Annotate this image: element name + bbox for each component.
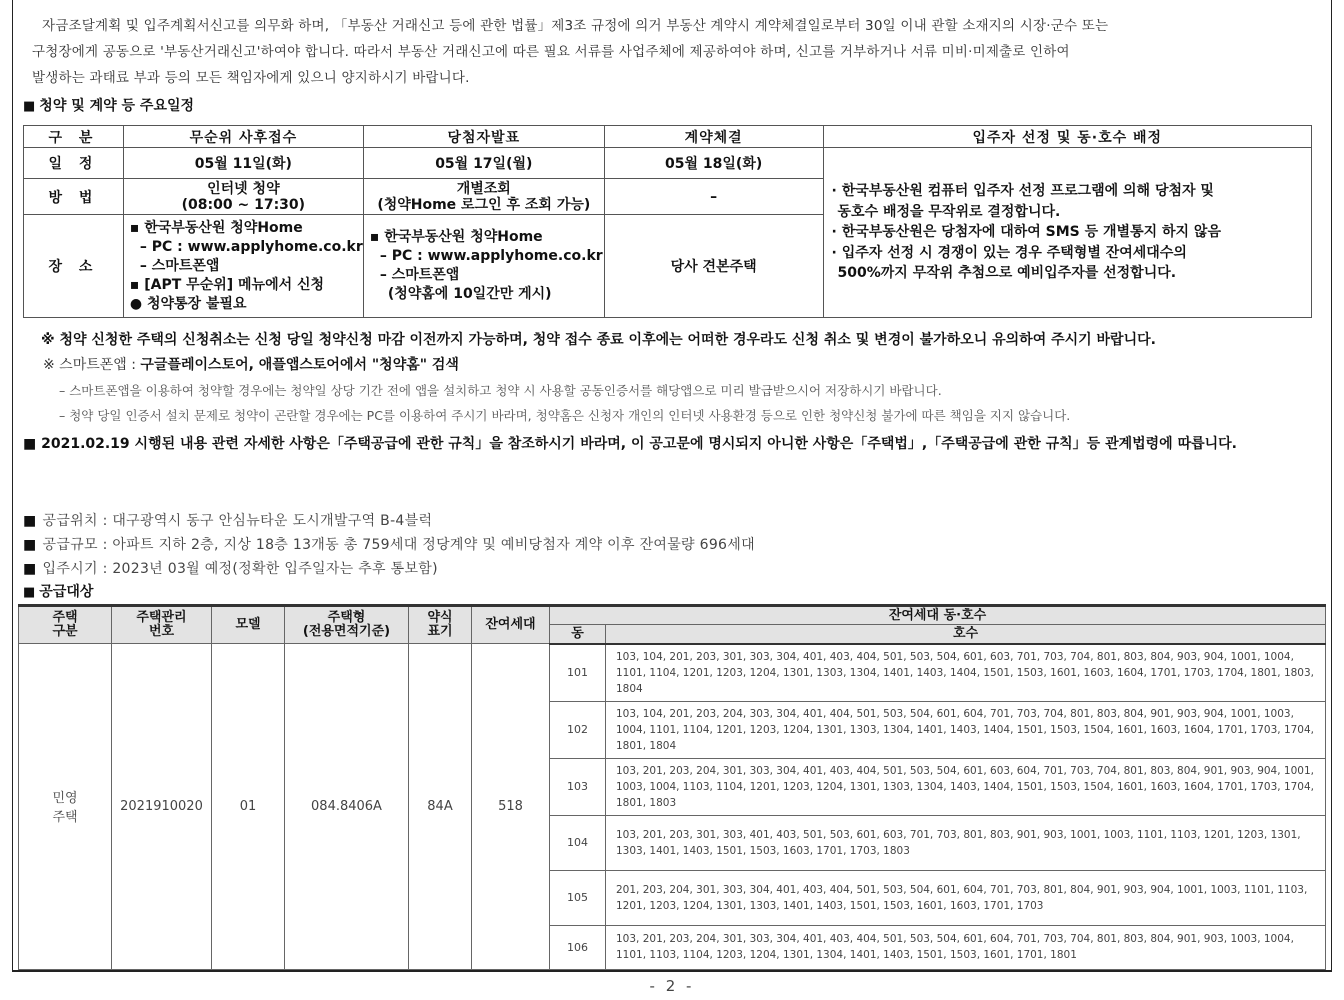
- place-apply: ▪ 한국부동산원 청약Home – PC : www.applyhome.co.kr – 스마트폰앱 ▪ [APT 무순위] 메뉴에서 신청 ● 청약통장 불필요: [123, 215, 363, 318]
- regulation-notice: ■ 2021.02.19 시행된 내용 관련 자세한 사항은「주택공급에 관한 규칙」을 참조하시기 바라며, 이 공고문에 명시되지 아니한 사항은「주택법」,「주택공급에 관한 규칙」등 관계법령에 따릅니다.: [23, 436, 1237, 452]
- intro-line: 발생하는 과태료 부과 등의 모든 책임자에게 있으니 양지하시기 바랍니다.: [32, 70, 470, 86]
- method-announce: 개별조회 (청약Home 로그인 후 조회 가능): [363, 179, 604, 215]
- intro-paragraph: [32, 13, 1330, 91]
- place-contract: 당사 견본주택: [604, 215, 823, 318]
- square-bullet-icon: ■: [23, 561, 37, 577]
- supply-target-heading: ■ 공급대상: [23, 584, 94, 600]
- col-header: 주택관리 번호: [112, 606, 212, 644]
- square-bullet-icon: ■: [23, 513, 37, 529]
- square-bullet-icon: ■: [23, 537, 37, 553]
- dong-number: 105: [550, 870, 606, 925]
- unit-numbers: 103, 201, 203, 204, 301, 303, 304, 401, 403, 404, 501, 503, 504, 601, 603, 604, 701, 703, 704, 801, 803, 804, 901, 903, 904, 1001, 1003, 1004, 1103, 1104, 1201, 1203, 1204, 1301, 1303, 1304, 1403, 1404, 1501, 1503, 1504, 1601, 1603, 1604, 1701, 1703, 1704, 1801, 1803: [606, 758, 1326, 815]
- row-label: 방 법: [24, 179, 124, 215]
- col-header: 잔여세대: [472, 606, 550, 644]
- pc-notice: – 청약 당일 인증서 설치 문제로 청약이 곤란할 경우에는 PC를 이용하여 주시기 바라며, 청약홈은 신청자 개인의 인터넷 사용환경 등으로 인한 청약신청 불가에 따른 책임을 지지 않습니다.: [59, 408, 1071, 423]
- model: 01: [212, 644, 285, 970]
- unit-numbers: 103, 201, 203, 301, 303, 401, 403, 501, 503, 601, 603, 701, 703, 801, 803, 901, 903, 1001, 1003, 1101, 1103, 1201, 1203, 1301, 1303, 1401, 1403, 1501, 1503, 1603, 1701, 1703, 1803: [606, 815, 1326, 870]
- dong-number: 102: [550, 701, 606, 758]
- schedule-heading: ■ 청약 및 계약 등 주요일정: [23, 98, 195, 114]
- dong-number: 101: [550, 644, 606, 702]
- col-header: 약식 표기: [409, 606, 472, 644]
- smartphone-notice: ※ 스마트폰앱 : 구글플레이스토어, 애플앱스토어에서 "청약홈" 검색: [43, 357, 459, 373]
- dong-number: 103: [550, 758, 606, 815]
- method-apply: 인터넷 청약 (08:00 ~ 17:30): [123, 179, 363, 215]
- col-header: 잔여세대 동·호수: [550, 606, 1326, 625]
- housing-type: 민영 주택: [19, 644, 112, 970]
- schedule-table: [23, 125, 1312, 318]
- supply-location: ■ 공급위치 : 대구광역시 동구 안심뉴타운 도시개발구역 B-4블럭: [23, 513, 433, 529]
- col-header: 동: [550, 625, 606, 644]
- selection-notes: [823, 148, 1311, 318]
- note-line: 500%까지 무작위 추첨으로 예비입주자를 선정합니다.: [837, 265, 1177, 282]
- note-line: · 한국부동산원은 당첨자에 대하여 SMS 등 개별통지 하지 않음: [831, 224, 1221, 241]
- units-table: [18, 604, 1326, 970]
- management-number: 2021910020: [112, 644, 212, 970]
- col-header: 무순위 사후접수: [123, 126, 363, 148]
- dong-number: 106: [550, 925, 606, 969]
- date-apply: 05월 11일(화): [123, 148, 363, 179]
- note-line: · 한국부동산원 컴퓨터 입주자 선정 프로그램에 의해 당첨자 및: [831, 183, 1214, 200]
- intro-line: 구청장에게 공동으로 '부동산거래신고'하여야 합니다. 따라서 부동산 거래신고에 따른 필요 서류를 사업주체에 제공하여야 하며, 신고를 거부하거나 서류 미비·미제출로 인하여: [32, 44, 1070, 60]
- note-line: 동호수 배정을 무작위로 결정합니다.: [837, 203, 1061, 220]
- unit-numbers: 103, 201, 203, 204, 301, 303, 304, 401, 403, 404, 501, 503, 504, 601, 604, 701, 703, 704, 801, 803, 804, 901, 903, 1003, 1004, 1101, 1103, 1104, 1203, 1204, 1301, 1304, 1401, 1403, 1501, 1503, 1601, 1701, 1801: [606, 925, 1326, 969]
- housing-size: 084.8406A: [285, 644, 409, 970]
- col-header: 입주자 선정 및 동·호수 배정: [823, 126, 1311, 148]
- movein-date: ■ 입주시기 : 2023년 03월 예정(정확한 입주일자는 추후 통보함): [23, 561, 438, 577]
- method-contract: –: [604, 179, 823, 215]
- page-number: - 2 -: [649, 977, 695, 995]
- col-header: 주택 구분: [19, 606, 112, 644]
- intro-line: 자금조달계획 및 입주계획서신고를 의무화 하며, 「부동산 거래신고 등에 관한 법률」제3조 규정에 의거 부동산 계약시 계약체결일로부터 30일 이내 관할 소재지의 시장·군수 또는: [42, 18, 1109, 34]
- table-row: [19, 644, 1326, 702]
- dong-number: 104: [550, 815, 606, 870]
- date-announce: 05월 17일(월): [363, 148, 604, 179]
- square-bullet-icon: ■: [23, 99, 36, 114]
- col-header: 호수: [606, 625, 1326, 644]
- cancel-notice: ※ 청약 신청한 주택의 신청취소는 신청 당일 청약신청 마감 이전까지 가능하며, 청약 접수 종료 이후에는 어떠한 경우라도 신청 취소 및 변경이 불가하오니 유의하여 주시기 바랍니다.: [41, 332, 1156, 348]
- date-contract: 05월 18일(화): [604, 148, 823, 179]
- unit-numbers: 201, 203, 204, 301, 303, 304, 401, 403, 404, 501, 503, 504, 601, 604, 701, 703, 801, 804, 901, 903, 904, 1001, 1003, 1101, 1103, 1201, 1203, 1204, 1301, 1303, 1401, 1403, 1501, 1503, 1601, 1603, 1701, 1703: [606, 870, 1326, 925]
- col-header: 계약체결: [604, 126, 823, 148]
- col-header: 주택형 (전용면적기준): [285, 606, 409, 644]
- note-line: · 입주자 선정 시 경쟁이 있는 경우 주택형별 잔여세대수의: [831, 244, 1187, 261]
- col-header: 구 분: [24, 126, 124, 148]
- place-announce: ▪ 한국부동산원 청약Home – PC : www.applyhome.co.kr – 스마트폰앱 (청약홈에 10일간만 게시): [363, 215, 604, 318]
- row-label: 장 소: [24, 215, 124, 318]
- remaining-units: 518: [472, 644, 550, 970]
- col-header: 당첨자발표: [363, 126, 604, 148]
- col-header: 모델: [212, 606, 285, 644]
- app-install-notice: – 스마트폰앱을 이용하여 청약할 경우에는 청약일 상당 기간 전에 앱을 설치하고 청약 시 사용할 공동인증서를 해당앱으로 미리 발급받으시어 저장하시기 바랍니다.: [59, 383, 942, 398]
- square-bullet-icon: ■: [23, 585, 36, 600]
- abbreviation: 84A: [409, 644, 472, 970]
- unit-numbers: 103, 104, 201, 203, 204, 303, 304, 401, 404, 501, 503, 504, 601, 604, 701, 703, 704, 801, 803, 804, 901, 903, 904, 1001, 1003, 1004, 1101, 1104, 1201, 1203, 1204, 1301, 1303, 1304, 1401, 1403, 1404, 1501, 1503, 1504, 1601, 1603, 1604, 1701, 1703, 1704, 1801, 1804: [606, 701, 1326, 758]
- row-label: 일 정: [24, 148, 124, 179]
- unit-numbers: 103, 104, 201, 203, 301, 303, 304, 401, 403, 404, 501, 503, 504, 601, 603, 701, 703, 704, 801, 803, 804, 903, 904, 1001, 1004, 1101, 1104, 1201, 1203, 1204, 1301, 1303, 1304, 1401, 1403, 1404, 1501, 1503, 1601, 1603, 1604, 1701, 1703, 1704, 1801, 1803, 1804: [606, 644, 1326, 702]
- supply-scale: ■ 공급규모 : 아파트 지하 2층, 지상 18층 13개동 총 759세대 정당계약 및 예비당첨자 계약 이후 잔여물량 696세대: [23, 537, 755, 553]
